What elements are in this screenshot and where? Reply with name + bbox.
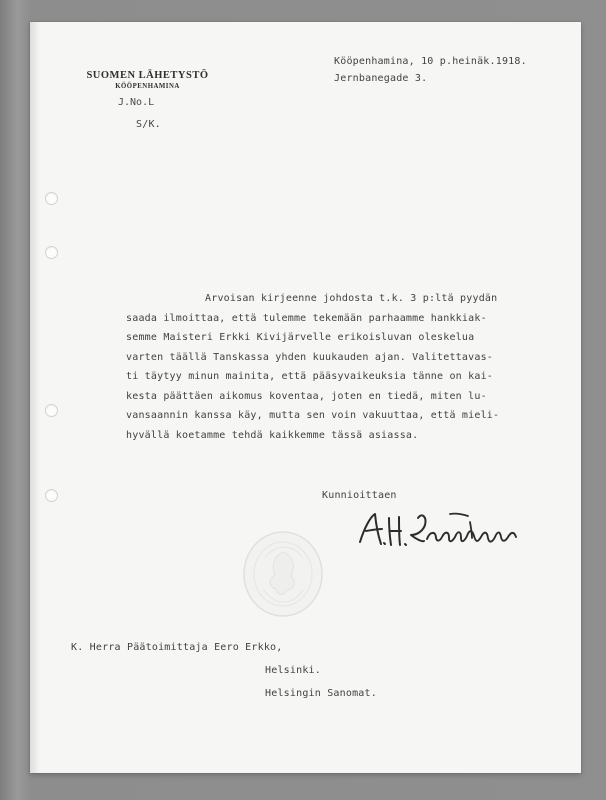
body-line: vansaannin kanssa käy, mutta sen voin vakuuttaa, että mieli- — [126, 410, 500, 421]
punch-hole — [45, 489, 58, 502]
body-line: kesta päättäen aikomus koventaa, joten en tiedä, miten lu- — [126, 390, 487, 402]
body-line: varten täällä Tanskassa yhden kuukauden ajan. Valitettavas- — [126, 351, 494, 363]
punch-hole — [45, 404, 58, 417]
date-line: Kööpenhamina, 10 p.heinäk.1918. — [334, 56, 527, 67]
recipient-line: K. Herra Päätoimittaja Eero Erkko, — [71, 642, 283, 653]
body-line: semme Maisteri Erkki Kivijärvelle erikoisluvan oleskelua — [126, 332, 475, 343]
embossed-seal — [241, 529, 325, 619]
journal-number: J.No.L — [118, 97, 155, 108]
letter-page — [30, 22, 581, 773]
body-line: ti täytyy minun mainita, että pääsyvaikeuksia tänne on kai- — [126, 371, 494, 382]
body-line: hyvällä koetamme tehdä kaikkemme tässä asiassa. — [126, 429, 419, 441]
recipient-line: Helsingin Sanomat. — [265, 688, 377, 699]
handwritten-signature — [354, 507, 524, 553]
recipient-line: Helsinki. — [265, 665, 321, 676]
letterhead-organization: SUOMEN LÄHETYSTÖ — [86, 70, 209, 81]
closing-salutation: Kunnioittaen — [322, 490, 397, 501]
body-line: Arvoisan kirjeenne johdosta t.k. 3 p:ltä pyydän — [205, 293, 498, 304]
body-line: saada ilmoittaa, että tulemme tekemään parhaamme hankkiak- — [126, 312, 487, 324]
address-line: Jernbanegade 3. — [334, 73, 428, 84]
punch-hole — [45, 192, 58, 205]
letter-body — [126, 289, 546, 445]
punch-hole — [45, 246, 58, 259]
reference-code: S/K. — [136, 119, 161, 130]
letterhead — [80, 70, 215, 90]
recipient-address — [71, 636, 431, 705]
letterhead-city: KÖÖPENHAMINA — [115, 82, 180, 90]
